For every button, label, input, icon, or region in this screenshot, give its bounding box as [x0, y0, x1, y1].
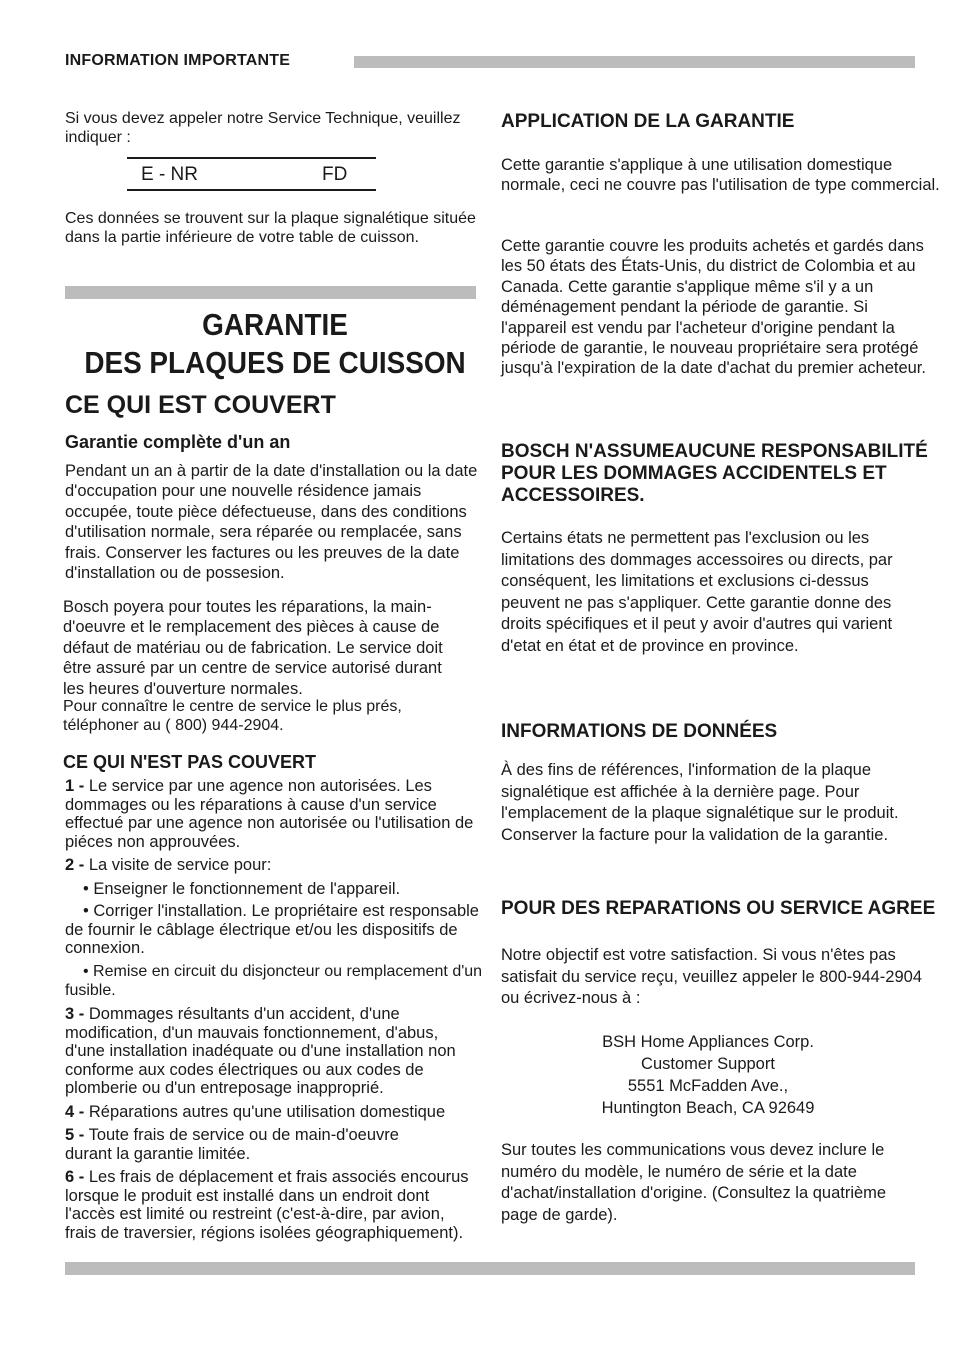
nearest-center-text: Pour connaître le centre de service le plus prés, téléphoner au ( 800) 944-2904. — [63, 698, 402, 734]
item-text: La visite de service pour: — [88, 856, 272, 874]
bosch-pays-text: Bosch poyera pour toutes les réparations, la main-d'oeuvre et le remplacement des pièces à cause de défaut de matériau ou de fabrication. Le service doit être assuré par un centre de service autorisé durant les heures d'ouverture normales. — [63, 598, 443, 698]
not-covered-item-2-bullet-1: • Enseigner le fonctionnement de l'appareil. — [83, 880, 401, 898]
repairs-heading: POUR DES REPARATIONS OU SERVICE AGREE — [501, 898, 936, 919]
not-covered-item-2 — [65, 856, 477, 875]
not-covered-item-2-bullet-2: • Corriger l'installation. Le propriétaire est responsable de fournir le câblage électrique et/ou les dispositifs de connexion. — [65, 902, 479, 957]
data-location-text: Ces données se trouvent sur la plaque signalétique située dans la partie inférieure de votre table de cuisson. — [65, 210, 476, 246]
service-intro-text: Si vous devez appeler notre Service Technique, veuillez indiquer : — [65, 110, 461, 146]
model-fd-label: FD — [322, 164, 348, 185]
address-line: BSH Home Appliances Corp. — [602, 1033, 814, 1051]
page-header-label: INFORMATION IMPORTANTE — [65, 52, 291, 69]
not-covered-item-2-bullet-3: • Remise en circuit du disjoncteur ou remplacement d'un fusible. — [65, 963, 483, 999]
not-covered-heading: CE QUI N'EST PAS COUVERT — [63, 752, 316, 772]
application-text-2: Cette garantie couvre les produits achetés et gardés dans les 50 états des États-Unis, du district de Colombia et au Canada. Cette garantie s'applique même s'il y a un déménagement pendant la période de garantie. Si l'appareil est vendu par l'acheteur d'origine pendant la période de garantie, le nouveau propriétaire sera protégé jusqu'à l'expiration de la date d'achat du premier acheteur. — [501, 237, 926, 378]
not-covered-item-3 — [65, 1005, 475, 1098]
item-number: 2 - — [65, 856, 85, 874]
application-text-1: Cette garantie s'applique à une utilisation domestique normale, ceci ne couvre pas l'utilisation de type commercial. — [501, 156, 940, 195]
footer-divider-bar — [65, 1262, 915, 1275]
not-covered-item-1 — [65, 777, 477, 851]
full-warranty-heading: Garantie complète d'un an — [65, 432, 291, 452]
warranty-title-line2: DES PLAQUES DE CUISSON — [84, 345, 466, 380]
covered-heading: CE QUI EST COUVERT — [65, 391, 336, 419]
communications-text: Sur toutes les communications vous devez inclure le numéro du modèle, le numéro de série et la date d'achat/installation d'origine. (Consultez la quatrième page de garde). — [501, 1141, 887, 1224]
application-heading: APPLICATION DE LA GARANTIE — [501, 111, 795, 132]
item-number: 5 - — [65, 1126, 85, 1144]
header-divider-bar — [354, 56, 915, 68]
not-covered-item-6 — [65, 1168, 470, 1242]
model-nr-label: E - NR — [141, 164, 198, 185]
section-divider-bar — [65, 286, 476, 299]
address-line: 5551 McFadden Ave., — [627, 1077, 789, 1095]
repairs-text: Notre objectif est votre satisfaction. Si vous n'êtes pas satisfait du service reçu, veuillez appeler le 800-944-2904 ou écrivez-nous à : — [501, 946, 922, 1008]
item-text: Réparations autres qu'une utilisation domestique — [88, 1103, 446, 1121]
address-line: Customer Support — [641, 1055, 775, 1073]
item-text: Toute frais de service ou de main-d'oeuvre durant la garantie limitée. — [65, 1126, 399, 1163]
bosch-liability-heading: BOSCH N'ASSUMEAUCUNE RESPONSABILITÉ POUR LES DOMMAGES ACCIDENTELS ET ACCESSOIRES. — [501, 441, 928, 506]
item-text: Dommages résultants d'un accident, d'une modification, d'un mauvais fonctionnement, d'abus, d'une installation inadéquate ou d'une installation non conforme aux codes électriques ou aux codes de plomberie ou d'un entreposage inapproprié. — [65, 1005, 456, 1097]
model-number-box — [127, 157, 376, 191]
mailing-address — [501, 1031, 915, 1119]
data-info-heading: INFORMATIONS DE DONNÉES — [501, 721, 778, 742]
not-covered-item-4 — [65, 1103, 490, 1122]
item-number: 3 - — [65, 1005, 85, 1023]
item-text: Les frais de déplacement et frais associés encourus lorsque le produit est installé dans un endroit dont l'accès est limité ou restreint (c'est-à-dire, par avion, frais de traversier, régions isolées géographiquement). — [65, 1168, 469, 1242]
warranty-title-line1: GARANTIE — [202, 307, 348, 342]
full-warranty-text: Pendant un an à partir de la date d'installation ou la date d'occupation pour une nouvelle résidence jamais occupée, toute pièce défectueuse, dans des conditions d'utilisation normale, sera réparée ou remplacée, sans frais. Conserver les factures ou les preuves de la date d'installation ou de possesion. — [65, 462, 478, 583]
item-number: 1 - — [65, 777, 85, 795]
item-text: Le service par une agence non autorisées. Les dommages ou les réparations à cause d'un service effectué par une agence non autorisée ou l'utilisation de piéces non approuvées. — [65, 777, 474, 851]
item-number: 4 - — [65, 1103, 85, 1121]
item-number: 6 - — [65, 1168, 85, 1186]
data-info-text: À des fins de références, l'information de la plaque signalétique est affichée à la dernière page. Pour l'emplacement de la plaque signalétique sur le produit. Conserver la facture pour la validation de la garantie. — [501, 761, 899, 844]
bosch-liability-text: Certains états ne permettent pas l'exclusion ou les limitations des dommages accessoires ou directs, par conséquent, les limitations et exclusions ci-dessus peuvent ne pas s'appliquer. Cette garantie donne des droits spécifiques et il peut y avoir d'autres qui varient d'etat en état et de province en province. — [501, 529, 893, 655]
not-covered-item-5 — [65, 1126, 445, 1163]
address-line: Huntington Beach, CA 92649 — [601, 1099, 815, 1117]
